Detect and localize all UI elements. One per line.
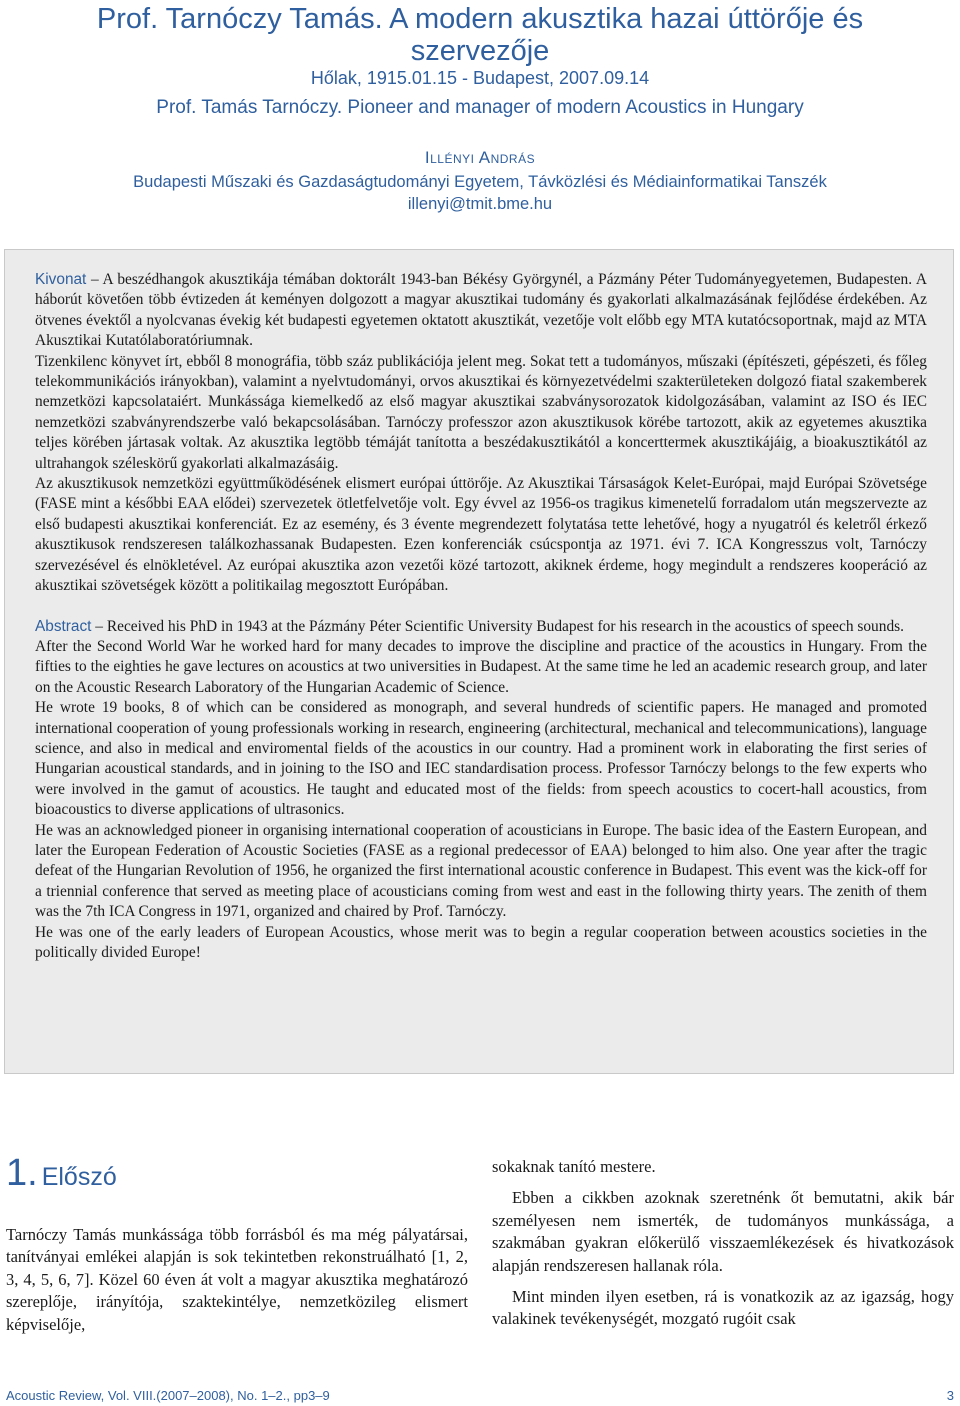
right-column xyxy=(492,1156,954,1331)
section-number: 1. xyxy=(6,1152,38,1194)
abstract-paragraph-5: He was one of the early leaders of European Acoustics, whose merit was to begin a regular cooperation between acoustics societies in the politically divided Europe! xyxy=(35,923,927,961)
kivonat-paragraph-3: Az akusztikusok nemzetközi együttműködésének elismert európai úttörője. Az Akusztikai Társaságok Kelet-Európai, majd Európai Szövetsége (FASE mint a későbbi EAA elődei) szervezetek ötletfelvetője volt. Egy évvel az 1956-os tragikus kimenetelű forradalom után megszervezte az első budapesti akusztikai konferenciát. Ez az esemény, és 3 évente megrendezett folytatása tette lehetővé, hogy a nyugatról és keletről érkező akusztikusok rendszeresen találkozhassanak Budapesten. Ezen konferenciák csúcspontja az 1971. évi 7. ICA Kongresszus volt, Tarnóczy szervezésével és elnökletével. Az európai akusztika azon vezetői közé tartozott, akiknek érdeme, hogy megindult a rendszeres kooperáció az akusztikai szövetségek között a politikailag megosztott Európában. xyxy=(35,475,927,595)
abstract-label: Abstract xyxy=(35,617,92,635)
author-affiliation: Budapesti Műszaki és Gazdaságtudományi Egyetem, Távközlési és Médiainformatikai Tanszék xyxy=(133,173,827,191)
section-title: Előszó xyxy=(41,1163,117,1191)
section-right-paragraph-1: sokaknak tanító mestere. xyxy=(492,1157,656,1176)
page-footer xyxy=(6,1388,954,1404)
section-heading xyxy=(6,1150,468,1196)
author-name: Illényi András xyxy=(424,148,536,167)
page-number: 3 xyxy=(946,1388,954,1403)
section-right-paragraph-3: Mint minden ilyen esetben, rá is vonatkozik az az igazság, hogy valakinek tevékenységét, mozgató rugóit csak xyxy=(492,1287,954,1329)
kivonat-label: Kivonat xyxy=(35,271,87,288)
kivonat-paragraph-2: Tizenkilenc könyvet írt, ebből 8 monográfia, több száz publikációja jelent meg. Sokat tett a tudományos, műszaki (építészeti, gépészeti, és főleg telekommunikációs irányokban), valamint a nyelvtudományi, orvos akusztikai és környezetvédelmi szakterületeken dolgozó fiatal szakemberek nemzetközi kapcsolataiért. Munkássága kiemelkedő az első magyar akusztikai szabványsorozatok kidolgozásában, valamint az ISO és IEC nemzetközi szabványrendszerbe való bekapcsolásában. Tarnóczy professzor azon akusztikusok körébe tartozott, akik az egyetemes akusztika teljes körében jártasak voltak. Az akusztika legtöbb témáját tanította a beszédakusztikától a koncerttermek akusztikájáig, a bioakusztikától az ultrahangok széleskörű gyakorlati alkalmazásáig. xyxy=(35,352,927,472)
abstract-paragraph-4: He was an acknowledged pioneer in organising international cooperation of acousticians in Europe. The basic idea of the Eastern European, and later the European Federation of Acoustic Societies (FASE as a regional predecessor of EAA) belonged to him also. One year after the tragic defeat of the Hungarian Revolution of 1956, he organized the first international acoustic conference in Budapest. This event was the kick-off for a triennial conference that served as meeting place of acousticians coming from west and east in the following thirty years. The zenith of them was the 7th ICA Congress in 1971, organized and chaired by Prof. Tarnóczy. xyxy=(35,821,927,921)
abstract-box xyxy=(4,249,954,1074)
left-column xyxy=(6,1150,468,1336)
kivonat-dash: – xyxy=(86,271,103,288)
kivonat-text-1: A beszédhangok akusztikája témában doktorált 1943-ban Békésy Györgynél, a Pázmány Péter Tudományegyetemen, Budapesten. A háborút követően több évtizeden át keményen dolgozott a magyar akusztikai tudomány és gyakorlati alkalmazásának fejlődése érdekében. Az ötvenes évektől a nyolcvanas évekig két budapesti egyetemen oktatott akusztikát, vezetője volt előbb egy MTA kutatócsoportnak, majd az MTA Akusztikai Kutatólaboratóriumnak. xyxy=(35,271,927,350)
birth-death-subtitle: Hőlak, 1915.01.15 - Budapest, 2007.09.14 xyxy=(310,68,650,88)
section-right-paragraph-2: Ebben a cikkben azoknak szeretnénk őt bemutatni, akik bár személyesen nem ismerték, de tudományos munkássága, a szakmában gyakran előkerülő visszaemlékezések és hivatkozások alapján rendszeresen hallanak róla. xyxy=(492,1188,954,1275)
abstract-paragraph-3: He wrote 19 books, 8 of which can be considered as monograph, and several hundreds of scientific papers. He managed and promoted international cooperation of young professionals working in research, engineering (architectural, mechanical and telecommunications), language science, and also in medical and enviromental fields of the acoustics in our country. Had a prominent work in elaborating the first series of Hungarian acoustical standards, and in joining to the ISO and IEC standardisation process. Professor Tarnóczy belongs to the few experts who were involved in the gamut of acoustics. He taught and educated most of the fields: from speech acoustics to cocert-hall acoustics, from bioacoustics to diverse applications of ultrasonics. xyxy=(35,699,927,819)
kivonat-paragraph-1 xyxy=(35,270,927,352)
author-email[interactable]: illenyi@tmit.bme.hu xyxy=(407,195,553,213)
abstract-text-1: Received his PhD in 1943 at the Pázmány Péter Scientific University Budapest for his research in the acoustics of speech sounds. xyxy=(106,617,904,635)
article-title-hungarian: Prof. Tarnóczy Tamás. A modern akusztika hazai úttörője és szervezője xyxy=(96,3,864,67)
section-left-paragraph: Tarnóczy Tamás munkássága több forrásból és ma még pályatársai, tanítványai emlékei alapján is sok tekintetben rekonstruálható [1, 2, 3, 4, 5, 6, 7]. Közel 60 éven át volt a magyar akusztika meghatározó szereplője, irányítója, szaktekintélye, nemzetközileg elismert képviselője, xyxy=(6,1225,468,1334)
abstract-paragraph-2: After the Second World War he worked hard for many decades to improve the discipline and practice of the acoustics in Hungary. From the fifties to the eighties he gave lectures on acoustics at two universities in Budapest. At the same time he led an academic research group, and later on the Acoustic Research Laboratory of the Hungarian Academic of Science. xyxy=(35,637,927,696)
journal-citation: Acoustic Review, Vol. VIII.(2007–2008), No. 1–2., pp3–9 xyxy=(6,1388,330,1403)
abstract-paragraph-1 xyxy=(35,617,927,637)
article-title-english: Prof. Tamás Tarnóczy. Pioneer and manager of modern Acoustics in Hungary xyxy=(156,97,804,118)
abstract-dash: – xyxy=(91,617,107,635)
article-header xyxy=(0,0,960,215)
